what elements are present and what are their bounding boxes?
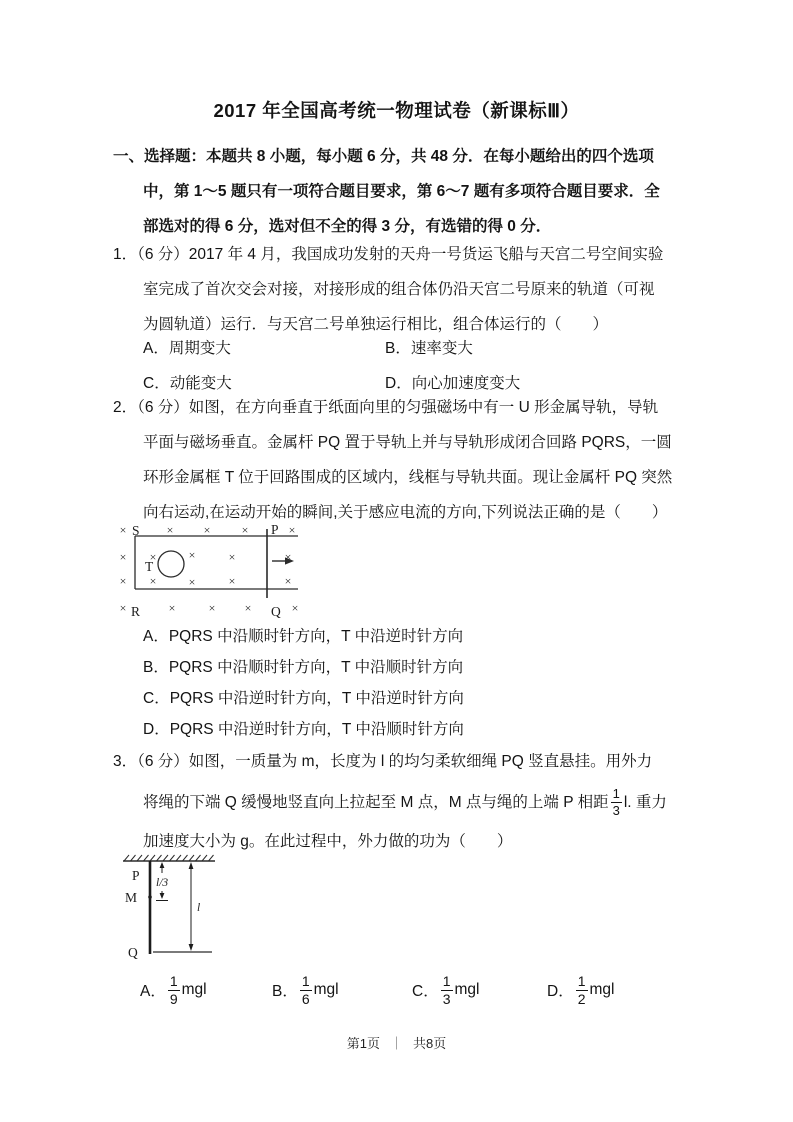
flux-cross-icon: × [244, 601, 252, 615]
question-2 [113, 390, 698, 530]
question-2-line: 平面与磁场垂直。金属杆 PQ 置于导轨上并与导轨形成闭合回路 PQRS，一圆 [143, 434, 672, 451]
flux-cross-icon: × [166, 523, 174, 537]
flux-cross-icon: × [119, 550, 127, 564]
question-2-line: 向右运动,在运动开始的瞬间,关于感应电流的方向,下列说法正确的是（ ） [143, 504, 668, 521]
question-3-line: 加速度大小为 g。在此过程中，外力做的功为（ ） [143, 833, 513, 850]
flux-cross-icon: × [208, 601, 216, 615]
flux-cross-icon: × [188, 548, 196, 562]
dimension-l [189, 862, 201, 951]
option-d: D．PQRS 中沿逆时针方向，T 中沿顺时针方向 [143, 721, 464, 738]
question-3 [113, 744, 698, 859]
flux-cross-icon: × [203, 523, 211, 537]
question-3-options [113, 966, 698, 1014]
label-p: P [271, 522, 279, 537]
option-a: A．周期变大 [143, 340, 231, 357]
option-b: B．速率变大 [385, 340, 473, 357]
label-q: Q [128, 945, 138, 960]
flux-cross-icon: × [149, 550, 157, 564]
question-1-line: 1．（6 分）2017 年 4 月，我国成功发射的天舟一号货运飞船与天宫二号空间实验 [113, 246, 664, 263]
question-3-figure [120, 853, 220, 965]
option-a: A．PQRS 中沿顺时针方向，T 中沿逆时针方向 [143, 628, 464, 645]
question-2-figure [116, 519, 311, 619]
question-1-line: 室完成了首次交会对接，对接形成的组合体仍沿天宫二号原来的轨道（可视 [143, 281, 655, 298]
question-3-line: 3．（6 分）如图，一质量为 m，长度为 l 的均匀柔软细绳 PQ 竖直悬挂。用外力 [113, 753, 653, 770]
fraction: $\frac{1}{6}$ [301, 972, 310, 1007]
flux-cross-icon: × [119, 574, 127, 588]
fraction-one-third: $\frac{1}{3}$ [612, 785, 620, 818]
fraction: $\frac{1}{3}$ [442, 972, 451, 1007]
flux-cross-icon: × [188, 575, 196, 589]
flux-cross-icon: × [241, 523, 249, 537]
dimension-l-third [156, 862, 168, 901]
label-r: R [131, 604, 141, 619]
footer-total-pages: 共8页 [413, 1036, 447, 1051]
option-c: C．动能变大 [143, 375, 232, 392]
question-1 [113, 237, 698, 342]
svg-text:l/3: l/3 [156, 877, 169, 889]
option-d: D． $\frac{1}{2}$ mgl [547, 972, 615, 1007]
flux-cross-icon: × [228, 574, 236, 588]
point-m-marker [148, 895, 152, 899]
flux-cross-icon: × [119, 601, 127, 615]
option-b: B．PQRS 中沿顺时针方向，T 中沿顺时针方向 [143, 659, 464, 676]
ceiling-hatch [124, 855, 214, 861]
svg-text:l: l [197, 902, 201, 914]
option-c: C．PQRS 中沿逆时针方向，T 中沿逆时针方向 [143, 690, 464, 707]
instruction-line: 中，第 1～5 题只有一项符合题目要求，第 6～7 题有多项符合题目要求．全 [143, 183, 660, 200]
label-t: T [145, 559, 154, 574]
flux-cross-icon: × [149, 574, 157, 588]
page-footer [0, 1033, 793, 1052]
label-q: Q [271, 604, 281, 619]
question-1-line: 为圆轨道）运行．与天宫二号单独运行相比，组合体运行的（ ） [143, 316, 609, 333]
flux-cross-icon: × [284, 574, 292, 588]
flux-cross-icon: × [168, 601, 176, 615]
instruction-line: 一、选择题：本题共 8 小题，每小题 6 分，共 48 分．在每小题给出的四个选项 [113, 148, 654, 165]
question-2-options [113, 621, 698, 745]
flux-cross-icon: × [119, 523, 127, 537]
option-d: D．向心加速度变大 [385, 375, 521, 392]
fraction: $\frac{1}{9}$ [169, 972, 178, 1007]
flux-cross-icon: × [288, 523, 296, 537]
question-3-text: 将绳的下端 Q 缓慢地竖直向上拉起至 M 点，M 点与绳的上端 P 相距 [143, 794, 609, 811]
label-s: S [132, 523, 140, 538]
footer-page-number: 第1页 [346, 1036, 380, 1051]
question-2-line: 2．（6 分）如图，在方向垂直于纸面向里的匀强磁场中有一 U 形金属导轨，导轨 [113, 399, 659, 416]
flux-cross-icon: × [291, 601, 299, 615]
instruction-line: 部选对的得 6 分，选对但不全的得 3 分，有选错的得 0 分． [143, 218, 552, 235]
page-title: 2017 年全国高考统一物理试卷（新课标Ⅲ） [213, 100, 580, 121]
question-2-line: 环形金属框 T 位于回路围成的区域内，线框与导轨共面。现让金属杆 PQ 突然 [143, 469, 673, 486]
section-1-instructions [113, 139, 698, 244]
question-3-text: l. 重力 [623, 794, 667, 811]
option-c: C． $\frac{1}{3}$ mgl [412, 972, 480, 1007]
ring-t [158, 551, 184, 577]
fraction: $\frac{1}{2}$ [577, 972, 586, 1007]
label-p: P [132, 868, 140, 883]
option-b: B． $\frac{1}{6}$ mgl [272, 972, 339, 1007]
label-m: M [125, 890, 138, 905]
option-a: A． $\frac{1}{9}$ mgl [140, 972, 207, 1007]
flux-cross-icon: × [228, 550, 236, 564]
question-3-line [143, 779, 698, 823]
flux-cross-icon: × [284, 550, 292, 564]
footer-separator: ｜ [389, 1036, 403, 1051]
